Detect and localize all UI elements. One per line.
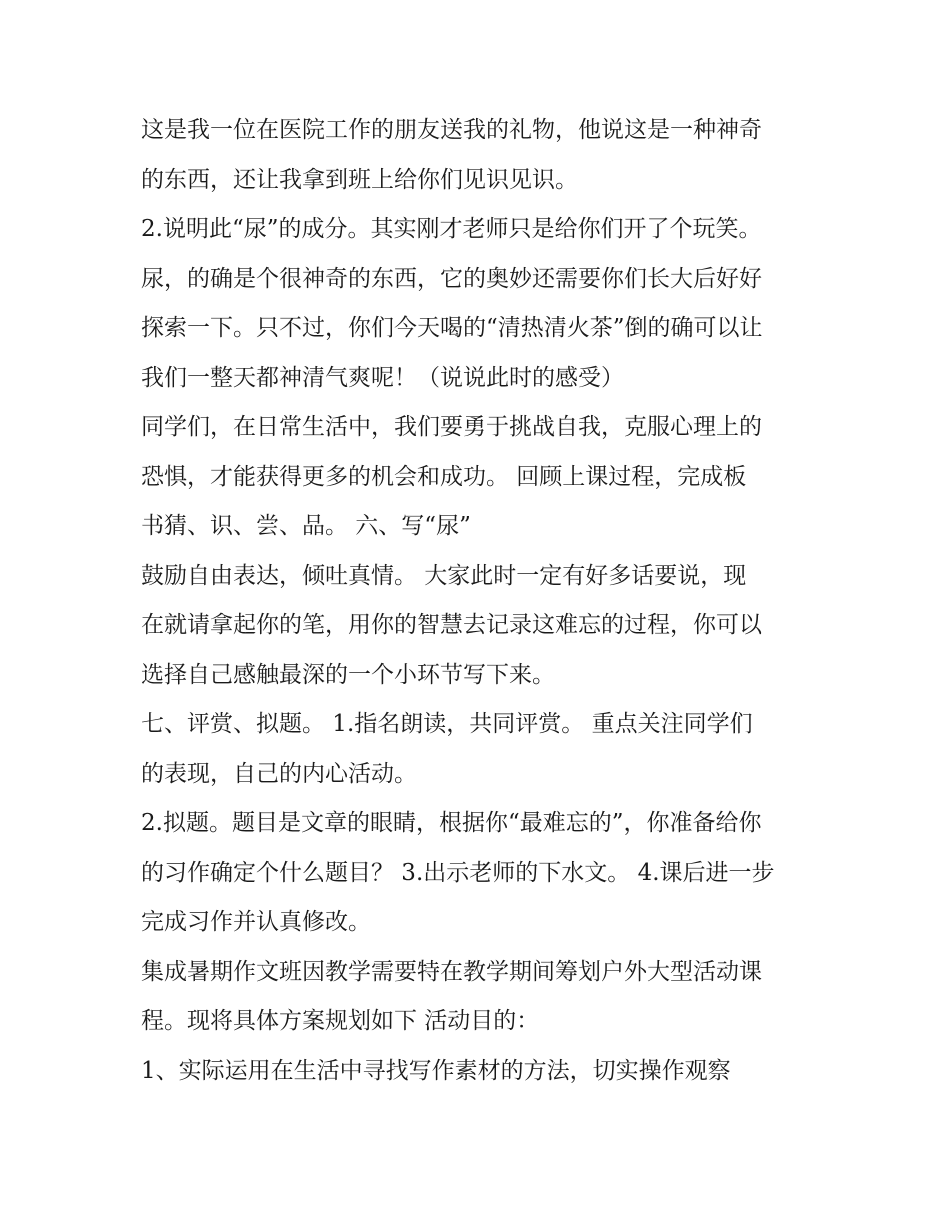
paragraph-gift-intro xyxy=(141,106,821,205)
paragraph-explain-ingredients xyxy=(141,205,821,403)
text-line: 程。现将具体方案规划如下 活动目的： xyxy=(141,1008,540,1034)
paragraph-summer-plan xyxy=(141,948,821,1047)
text-line: 选择自己感触最深的一个小环节写下来。 xyxy=(141,661,555,688)
text-line: 的东西，还让我拿到班上给你们见识见识。 xyxy=(141,166,578,193)
text-line: 鼓励自由表达，倾吐真情。 大家此时一定有好多话要说，现 xyxy=(141,562,747,589)
text-line: 探索一下。只不过，你们今天喝的“清热清火茶”倒的确可以让 xyxy=(141,315,763,341)
text-line: 在就请拿起你的笔，用你的智慧去记录这难忘的过程，你可以 xyxy=(141,612,762,638)
text-line: 1、实际运用在生活中寻找写作素材的方法，切实操作观察 xyxy=(141,1057,731,1084)
paragraph-appraise-title xyxy=(141,700,821,799)
document-body xyxy=(141,106,821,1096)
text-line: 七、评赏、拟题。 1.指名朗读，共同评赏。 重点关注同学们 xyxy=(141,711,753,737)
text-line: 完成习作并认真修改。 xyxy=(141,909,371,935)
paragraph-free-expression xyxy=(141,552,821,701)
paragraph-activity-goal-1 xyxy=(141,1047,821,1097)
text-line: 的习作确定个什么题目？ 3.出示老师的下水文。 4.课后进一步 xyxy=(141,859,775,886)
text-line: 恐惧，才能获得更多的机会和成功。 回顾上课过程，完成板 xyxy=(141,463,747,490)
text-line: 这是我一位在医院工作的朋友送我的礼物，他说这是一种神奇 xyxy=(141,117,762,143)
text-line: 书猜、识、尝、品。 六、写“尿” xyxy=(141,513,471,539)
text-line: 2.说明此“尿”的成分。其实刚才老师只是给你们开了个玩笑。 xyxy=(141,216,762,242)
text-line: 我们一整天都神清气爽呢！（说说此时的感受） xyxy=(141,364,624,391)
text-line: 尿，的确是个很神奇的东西，它的奥妙还需要你们长大后好好 xyxy=(141,265,762,292)
text-line: 2.拟题。题目是文章的眼睛，根据你“最难忘的”，你准备给你 xyxy=(141,810,762,836)
paragraph-challenge-self xyxy=(141,403,821,552)
text-line: 的表现，自己的内心活动。 xyxy=(141,760,417,787)
text-line: 同学们，在日常生活中，我们要勇于挑战自我，克服心理上的 xyxy=(141,414,762,440)
paragraph-draft-title xyxy=(141,799,821,948)
text-line: 集成暑期作文班因教学需要特在教学期间筹划户外大型活动课 xyxy=(141,958,762,985)
